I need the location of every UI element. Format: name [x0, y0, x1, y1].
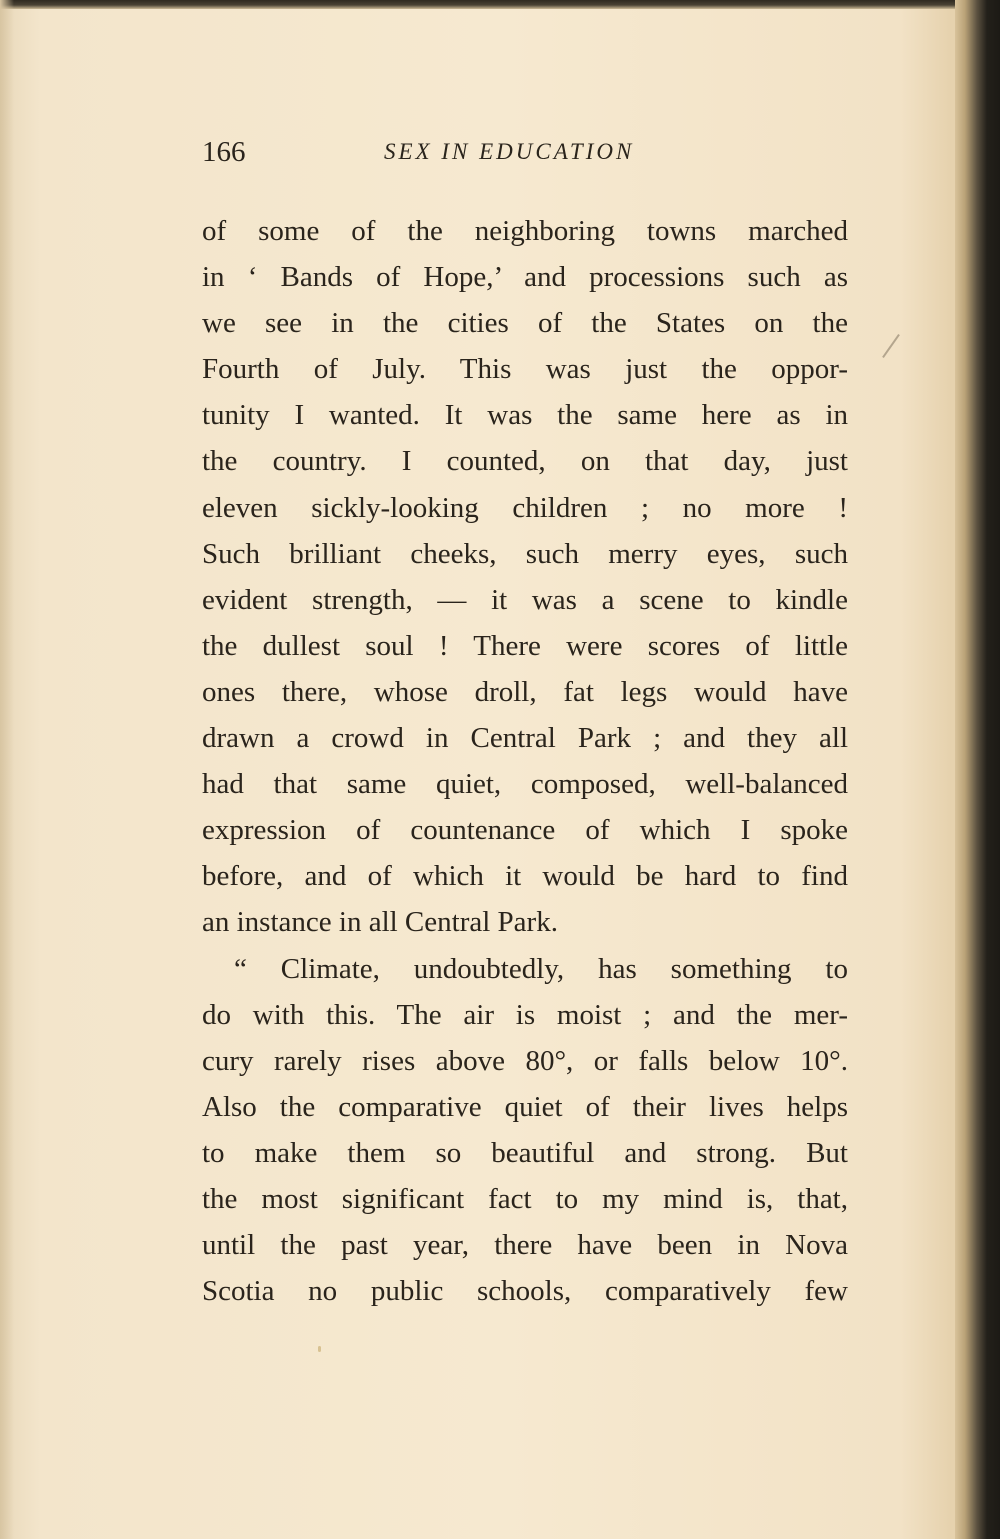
page-number: 166 [202, 136, 246, 168]
text-line: tunity I wanted. It was the same here as in [202, 399, 848, 432]
text-line: ones there, whose droll, fat legs would have [202, 675, 848, 708]
text-line: do with this. The air is moist ; and the mer- [202, 998, 848, 1031]
text-line: Fourth of July. This was just the oppor- [202, 353, 848, 386]
paper-speck [318, 1346, 321, 1352]
paragraph-first-line: “ Climate, undoubtedly, has something to [234, 952, 848, 985]
text-line: to make them so beautiful and strong. But [202, 1136, 848, 1169]
text-line: before, and of which it would be hard to find [202, 860, 848, 893]
text-line: had that same quiet, composed, well-balanced [202, 768, 848, 801]
text-line: until the past year, there have been in Nova [202, 1229, 848, 1262]
page-gutter-shadow [0, 0, 14, 1539]
page-right-edge [955, 0, 1000, 1539]
text-line: evident strength, — it was a scene to kindle [202, 583, 848, 616]
text-line: we see in the cities of the States on the [202, 307, 848, 340]
text-line: Scotia no public schools, comparatively few [202, 1275, 848, 1308]
text-line: in ‘ Bands of Hope,’ and processions such as [202, 261, 848, 294]
text-line: the most significant fact to my mind is, that, [202, 1182, 848, 1215]
paragraph-last-line: an instance in all Central Park. [202, 906, 558, 939]
page-top-edge [0, 0, 1000, 9]
running-head [202, 136, 852, 176]
text-line: eleven sickly-looking children ; no more ! [202, 491, 848, 524]
text-line: of some of the neighboring towns marched [202, 215, 848, 247]
text-line: the dullest soul ! There were scores of little [202, 629, 848, 662]
text-line: cury rarely rises above 80°, or falls below 10°. [202, 1044, 848, 1077]
body-text [202, 208, 848, 1314]
text-line: drawn a crowd in Central Park ; and they all [202, 722, 848, 755]
running-title: SEX IN EDUCATION [384, 139, 635, 164]
text-line: Also the comparative quiet of their lives helps [202, 1090, 848, 1123]
pencil-mark [882, 334, 900, 358]
text-line: expression of countenance of which I spoke [202, 814, 848, 847]
text-line: the country. I counted, on that day, just [202, 445, 848, 478]
text-line: Such brilliant cheeks, such merry eyes, such [202, 537, 848, 570]
